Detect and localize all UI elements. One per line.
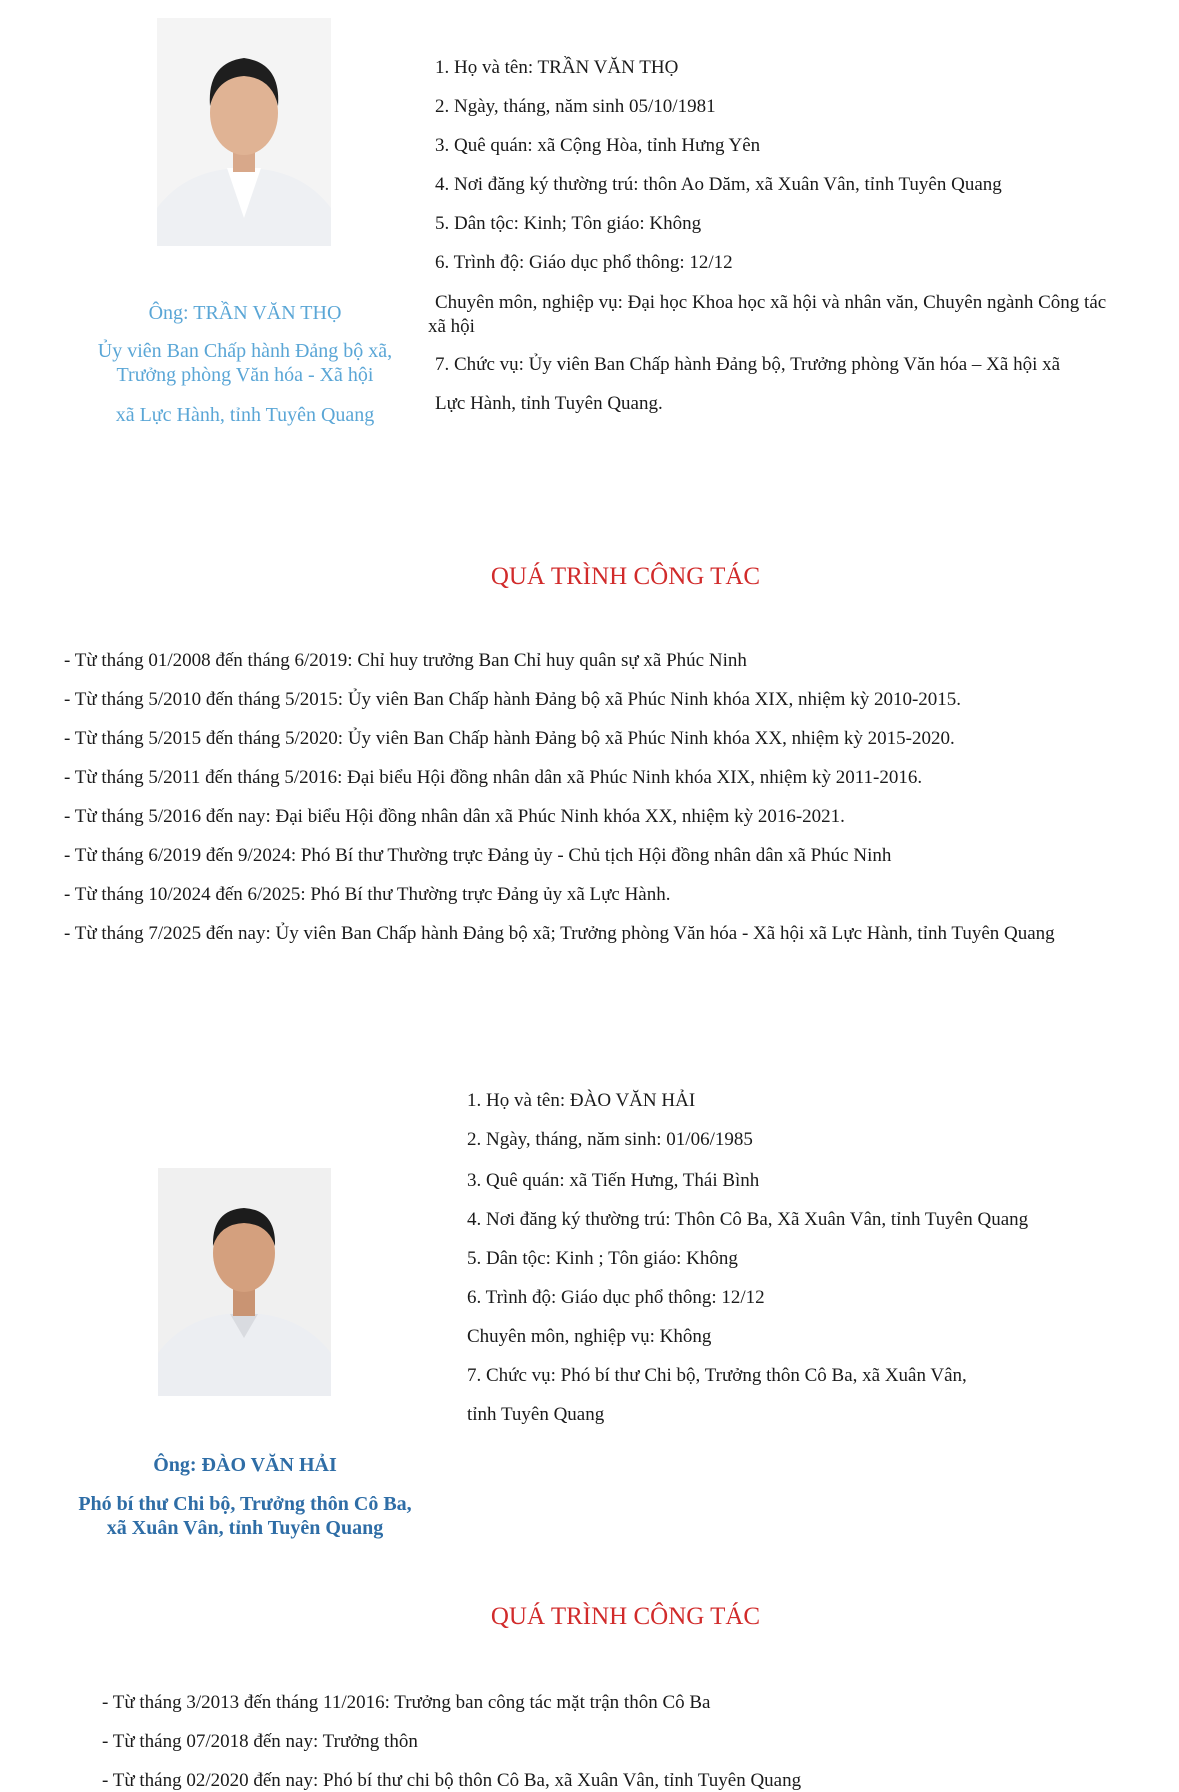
- info-specialization: Chuyên môn, nghiệp vụ: Đại học Khoa học xã hội và nhân văn, Chuyên ngành Công tác xã hội: [428, 292, 1107, 337]
- info-birth-date: 2. Ngày, tháng, năm sinh 05/10/1981: [435, 96, 716, 117]
- info-position: 7. Chức vụ: Phó bí thư Chi bộ, Trưởng thôn Cô Ba, xã Xuân Vân,: [467, 1365, 967, 1386]
- info-position-cont: tỉnh Tuyên Quang: [467, 1404, 605, 1425]
- work-item: - Từ tháng 5/2016 đến nay: Đại biểu Hội đồng nhân dân xã Phúc Ninh khóa XX, nhiệm kỳ 2016-2021.: [64, 806, 845, 827]
- work-item: - Từ tháng 5/2010 đến tháng 5/2015: Ủy viên Ban Chấp hành Đảng bộ xã Phúc Ninh khóa XIX, nhiệm kỳ 2010-2015.: [64, 689, 962, 710]
- person-title-caption-line3: xã Lực Hành, tỉnh Tuyên Quang: [115, 404, 375, 426]
- work-history-title-2: QUÁ TRÌNH CÔNG TÁC: [490, 1603, 761, 1630]
- portrait-photo-1: [157, 18, 331, 246]
- work-item: - Từ tháng 07/2018 đến nay: Trưởng thôn: [102, 1731, 418, 1752]
- person-title-caption-line1: Ủy viên Ban Chấp hành Đảng bộ xã,: [97, 340, 393, 362]
- work-item: - Từ tháng 5/2011 đến tháng 5/2016: Đại biểu Hội đồng nhân dân xã Phúc Ninh khóa XIX, nhiệm kỳ 2011-2016.: [64, 767, 923, 788]
- person-name-caption: Ông: ĐÀO VĂN HẢI: [153, 1454, 337, 1476]
- info-position-cont: Lực Hành, tỉnh Tuyên Quang.: [435, 393, 663, 414]
- person-title-caption-line1: Phó bí thư Chi bộ, Trưởng thôn Cô Ba,: [78, 1493, 412, 1515]
- info-residence: 4. Nơi đăng ký thường trú: thôn Ao Dăm, xã Xuân Vân, tỉnh Tuyên Quang: [435, 174, 1002, 195]
- work-history-title-1: QUÁ TRÌNH CÔNG TÁC: [490, 563, 761, 590]
- person-title-caption-line2: Trưởng phòng Văn hóa - Xã hội: [116, 364, 374, 386]
- info-position: 7. Chức vụ: Ủy viên Ban Chấp hành Đảng bộ, Trưởng phòng Văn hóa – Xã hội xã: [435, 354, 1061, 375]
- info-hometown: 3. Quê quán: xã Tiến Hưng, Thái Bình: [467, 1170, 760, 1191]
- info-residence: 4. Nơi đăng ký thường trú: Thôn Cô Ba, Xã Xuân Vân, tỉnh Tuyên Quang: [467, 1209, 1029, 1230]
- info-full-name: 1. Họ và tên: ĐÀO VĂN HẢI: [467, 1090, 696, 1111]
- work-item: - Từ tháng 6/2019 đến 9/2024: Phó Bí thư Thường trực Đảng ủy - Chủ tịch Hội đồng nhân dân xã Phúc Ninh: [64, 845, 892, 866]
- info-education: 6. Trình độ: Giáo dục phổ thông: 12/12: [435, 252, 733, 273]
- work-item: - Từ tháng 01/2008 đến tháng 6/2019: Chỉ huy trưởng Ban Chỉ huy quân sự xã Phúc Ninh: [64, 650, 747, 671]
- info-hometown: 3. Quê quán: xã Cộng Hòa, tỉnh Hưng Yên: [435, 135, 761, 156]
- work-item: - Từ tháng 10/2024 đến 6/2025: Phó Bí thư Thường trực Đảng ủy xã Lực Hành.: [64, 884, 671, 905]
- work-item: - Từ tháng 5/2015 đến tháng 5/2020: Ủy viên Ban Chấp hành Đảng bộ xã Phúc Ninh khóa XX, nhiệm kỳ 2015-2020.: [64, 728, 955, 749]
- portrait-photo-2: [158, 1168, 331, 1396]
- work-item: - Từ tháng 02/2020 đến nay: Phó bí thư chi bộ thôn Cô Ba, xã Xuân Vân, tỉnh Tuyên Quang: [102, 1770, 802, 1791]
- info-ethnicity-religion: 5. Dân tộc: Kinh; Tôn giáo: Không: [435, 213, 702, 234]
- person-title-caption-line2: xã Xuân Vân, tỉnh Tuyên Quang: [106, 1517, 384, 1539]
- info-specialization: Chuyên môn, nghiệp vụ: Không: [467, 1326, 712, 1347]
- work-item: - Từ tháng 7/2025 đến nay: Ủy viên Ban Chấp hành Đảng bộ xã; Trưởng phòng Văn hóa - Xã hội xã Lực Hành, tỉnh Tuyên Quang: [64, 923, 1055, 944]
- info-birth-date: 2. Ngày, tháng, năm sinh: 01/06/1985: [467, 1129, 753, 1150]
- info-education: 6. Trình độ: Giáo dục phổ thông: 12/12: [467, 1287, 765, 1308]
- person-name-caption: Ông: TRẦN VĂN THỌ: [148, 302, 342, 324]
- work-item: - Từ tháng 3/2013 đến tháng 11/2016: Trưởng ban công tác mặt trận thôn Cô Ba: [102, 1692, 711, 1713]
- info-full-name: 1. Họ và tên: TRẦN VĂN THỌ: [435, 57, 679, 78]
- info-ethnicity-religion: 5. Dân tộc: Kinh ; Tôn giáo: Không: [467, 1248, 738, 1269]
